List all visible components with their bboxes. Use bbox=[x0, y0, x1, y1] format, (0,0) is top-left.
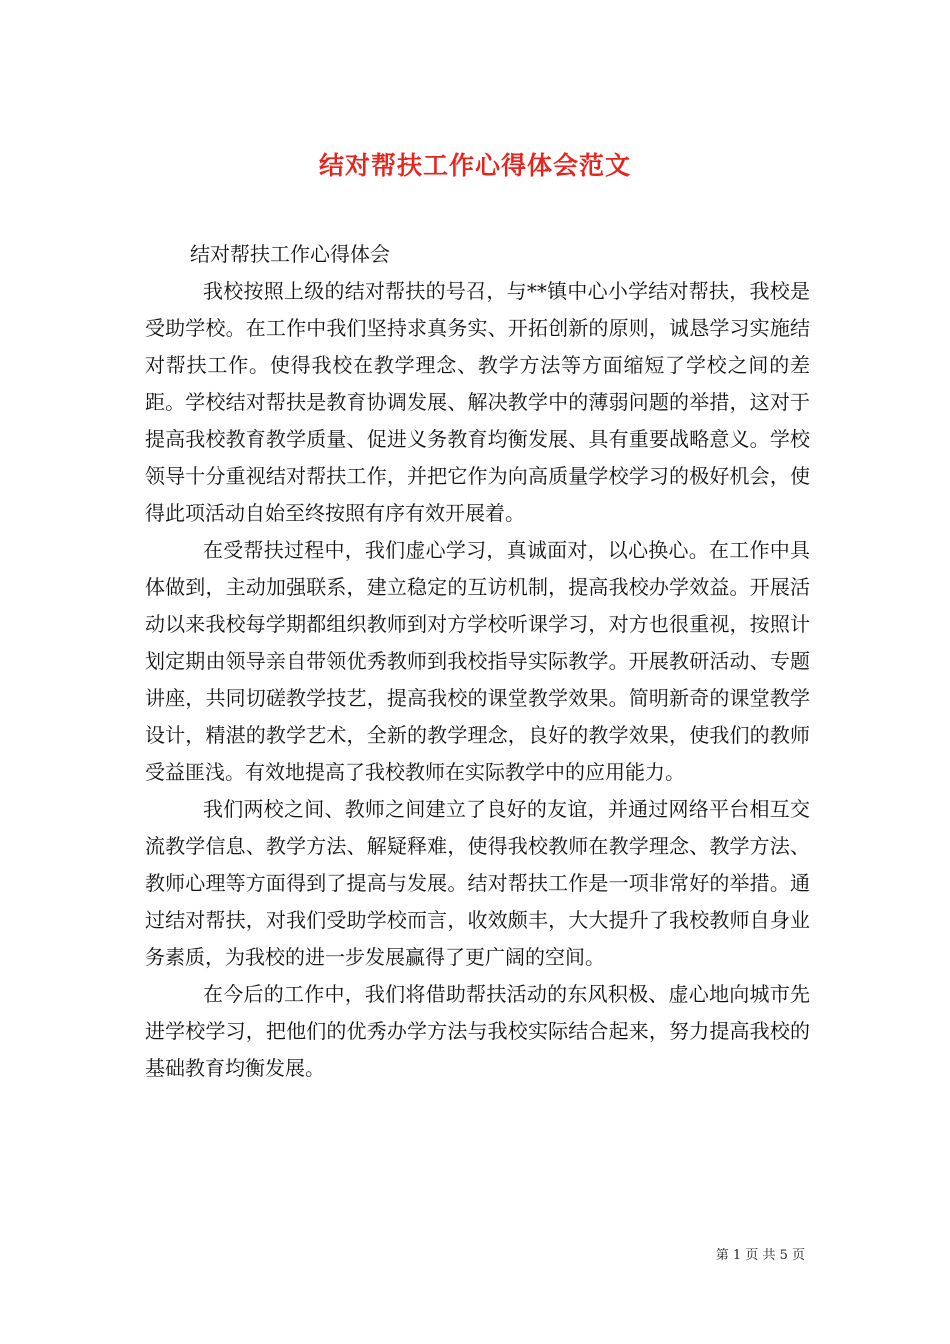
body-paragraph-4: 在今后的工作中，我们将借助帮扶活动的东风积极、虚心地向城市先进学校学习，把他们的优秀办学方法与我校实际结合起来，努力提高我校的基础教育均衡发展。 bbox=[145, 982, 810, 1080]
page-number: 第 1 页 共 5 页 bbox=[715, 1248, 805, 1263]
document-subheading: 结对帮扶工作心得体会 bbox=[190, 242, 390, 266]
body-paragraph-2: 在受帮扶过程中，我们虚心学习，真诚面对，以心换心。在工作中具体做到，主动加强联系，建立稳定的互访机制，提高我校办学效益。开展活动以来我校每学期都组织教师到对方学校听课学习，对方也很重视，按照计划定期由领导亲自带领优秀教师到我校指导实际教学。开展教研活动、专题讲座，共同切磋教学技艺，提高我校的课堂教学效果。简明新奇的课堂教学设计，精湛的教学艺术，全新的教学理念，良好的教学效果，使我们的教师受益匪浅。有效地提高了我校教师在实际教学中的应用能力。 bbox=[145, 538, 810, 784]
body-paragraph-1: 我校按照上级的结对帮扶的号召，与**镇中心小学结对帮扶，我校是受助学校。在工作中我们坚持求真务实、开拓创新的原则，诚恳学习实施结对帮扶工作。使得我校在教学理念、教学方法等方面缩短了学校之间的差距。学校结对帮扶是教育协调发展、解决教学中的薄弱问题的举措，这对于提高我校教育教学质量、促进义务教育均衡发展、具有重要战略意义。学校领导十分重视结对帮扶工作，并把它作为向高质量学校学习的极好机会，使得此项活动自始至终按照有序有效开展着。 bbox=[145, 279, 810, 525]
document-body bbox=[145, 236, 810, 1087]
body-paragraph-3: 我们两校之间、教师之间建立了良好的友谊，并通过网络平台相互交流教学信息、教学方法、解疑释难，使得我校教师在教学理念、教学方法、教师心理等方面得到了提高与发展。结对帮扶工作是一项非常好的举措。通过结对帮扶，对我们受助学校而言，收效颇丰，大大提升了我校教师自身业务素质，为我校的进一步发展赢得了更广阔的空间。 bbox=[145, 797, 810, 969]
document-title: 结对帮扶工作心得体会范文 bbox=[318, 150, 631, 180]
